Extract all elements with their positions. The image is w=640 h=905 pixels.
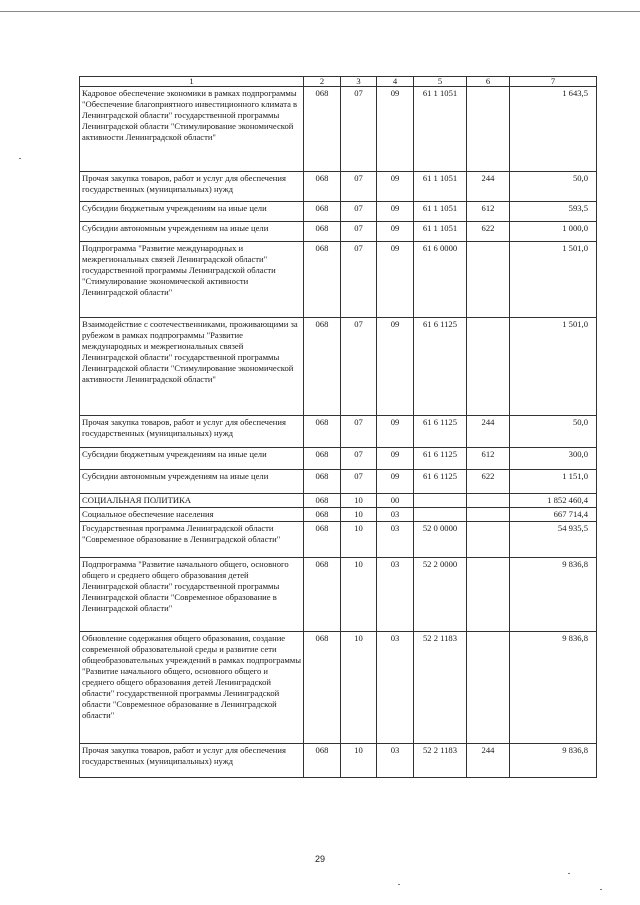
row-code-4: 09: [377, 172, 414, 202]
row-name: Социальное обеспечение населения: [80, 508, 304, 522]
row-code-2: 068: [304, 222, 341, 242]
row-name: Прочая закупка товаров, работ и услуг для обеспечения государственных (муниципальных) нужд: [80, 416, 304, 448]
row-code-2: 068: [304, 508, 341, 522]
row-amount: 1 151,0: [510, 470, 597, 494]
row-code-2: 068: [304, 202, 341, 222]
row-code-4: 09: [377, 318, 414, 416]
row-name: Обновление содержания общего образования, создание современной образовательной среды и развитие сети общеобразовательных учреждений в рамках подпрограммы "Развитие начального общего, основного общего и среднего общего образования детей Ленинградской области" государственной программы Ленинградской области "Современное образование в Ленинградской области": [80, 632, 304, 744]
row-code-6: 612: [467, 448, 510, 470]
row-code-3: 07: [341, 87, 377, 172]
top-rule: [0, 11, 640, 12]
row-code-2: 068: [304, 470, 341, 494]
row-code-6: [467, 242, 510, 318]
header-cell-5: 5: [414, 77, 467, 87]
header-cell-3: 3: [341, 77, 377, 87]
table-row: [80, 318, 597, 416]
row-code-4: 03: [377, 522, 414, 558]
row-amount: 9 836,8: [510, 558, 597, 632]
table-row: [80, 508, 597, 522]
row-name: Подпрограмма "Развитие международных и межрегиональных связей Ленинградской области" государственной программы Ленинградской области "Стимулирование экономической активности Ленинградской области": [80, 242, 304, 318]
row-name: Прочая закупка товаров, работ и услуг для обеспечения государственных (муниципальных) нужд: [80, 172, 304, 202]
row-code-4: 09: [377, 470, 414, 494]
row-amount: 50,0: [510, 416, 597, 448]
row-name: Подпрограмма "Развитие начального общего, основного общего и среднего общего образования детей Ленинградской области" государственной программы Ленинградской области "Современное образование в Ленинградской области": [80, 558, 304, 632]
row-code-3: 10: [341, 494, 377, 508]
row-amount: 9 836,8: [510, 744, 597, 778]
row-amount: 50,0: [510, 172, 597, 202]
table-row: [80, 470, 597, 494]
row-code-2: 068: [304, 522, 341, 558]
table-row: [80, 558, 597, 632]
row-code-6: [467, 494, 510, 508]
row-code-6: [467, 87, 510, 172]
header-cell-6: 6: [467, 77, 510, 87]
row-code-3: 07: [341, 222, 377, 242]
row-code-4: 09: [377, 87, 414, 172]
header-row: [80, 77, 597, 87]
row-code-4: 09: [377, 242, 414, 318]
scan-speck: [398, 884, 400, 885]
row-code-6: 244: [467, 744, 510, 778]
row-code-6: [467, 508, 510, 522]
row-code-5: 52 2 1183: [414, 744, 467, 778]
row-amount: 1 852 460,4: [510, 494, 597, 508]
row-code-6: [467, 318, 510, 416]
header-cell-2: 2: [304, 77, 341, 87]
row-code-2: 068: [304, 744, 341, 778]
row-code-6: 244: [467, 172, 510, 202]
row-code-6: [467, 632, 510, 744]
row-code-2: 068: [304, 242, 341, 318]
row-amount: 9 836,8: [510, 632, 597, 744]
row-name: Взаимодействие с соотечественниками, проживающими за рубежом в рамках подпрограммы "Развитие международных и межрегиональных связей Ленинградской области" государственной программы Ленинградской области "Стимулирование экономической активности Ленинградской области": [80, 318, 304, 416]
table-row: [80, 416, 597, 448]
row-code-5: 52 2 0000: [414, 558, 467, 632]
row-code-6: [467, 558, 510, 632]
row-code-5: 61 1 1051: [414, 87, 467, 172]
row-code-6: 622: [467, 470, 510, 494]
row-code-5: 61 6 1125: [414, 470, 467, 494]
row-code-3: 07: [341, 448, 377, 470]
row-code-6: [467, 522, 510, 558]
row-code-3: 07: [341, 242, 377, 318]
budget-table-wrap: [79, 76, 596, 778]
row-code-3: 10: [341, 508, 377, 522]
row-code-6: 612: [467, 202, 510, 222]
row-code-5: 61 1 1051: [414, 202, 467, 222]
budget-table: [79, 76, 597, 778]
scan-speck: [600, 889, 602, 890]
row-amount: 300,0: [510, 448, 597, 470]
table-row: [80, 242, 597, 318]
header-cell-7: 7: [510, 77, 597, 87]
scan-speck: [568, 873, 570, 874]
row-code-4: 03: [377, 508, 414, 522]
row-name: Государственная программа Ленинградской области "Современное образование в Ленинградской области": [80, 522, 304, 558]
row-name: Субсидии автономным учреждениям на иные цели: [80, 222, 304, 242]
row-code-5: 61 1 1051: [414, 172, 467, 202]
row-code-5: 61 6 1125: [414, 448, 467, 470]
row-code-3: 07: [341, 318, 377, 416]
row-name: Субсидии автономным учреждениям на иные цели: [80, 470, 304, 494]
row-code-5: 61 6 1125: [414, 416, 467, 448]
row-code-2: 068: [304, 494, 341, 508]
row-amount: 1 643,5: [510, 87, 597, 172]
row-code-4: 09: [377, 222, 414, 242]
row-code-3: 07: [341, 172, 377, 202]
row-amount: 1 501,0: [510, 242, 597, 318]
row-code-4: 03: [377, 558, 414, 632]
row-code-2: 068: [304, 172, 341, 202]
row-code-5: 61 6 1125: [414, 318, 467, 416]
row-code-4: 03: [377, 744, 414, 778]
row-code-5: 61 1 1051: [414, 222, 467, 242]
row-code-3: 10: [341, 744, 377, 778]
row-code-5: 52 0 0000: [414, 522, 467, 558]
row-amount: 1 000,0: [510, 222, 597, 242]
row-name: Прочая закупка товаров, работ и услуг для обеспечения государственных (муниципальных) нужд: [80, 744, 304, 778]
row-code-5: [414, 508, 467, 522]
table-row: [80, 202, 597, 222]
header-cell-1: 1: [80, 77, 304, 87]
row-amount: 667 714,4: [510, 508, 597, 522]
table-row: [80, 744, 597, 778]
table-row: [80, 222, 597, 242]
row-code-5: 52 2 1183: [414, 632, 467, 744]
row-code-6: 244: [467, 416, 510, 448]
table-row: [80, 632, 597, 744]
row-code-4: 03: [377, 632, 414, 744]
table-row: [80, 172, 597, 202]
row-code-2: 068: [304, 87, 341, 172]
row-code-4: 00: [377, 494, 414, 508]
row-amount: 593,5: [510, 202, 597, 222]
row-name: Кадровое обеспечение экономики в рамках подпрограммы "Обеспечение благоприятного инвестиционного климата в Ленинградской области" государственной программы Ленинградской области "Стимулирование экономической активности Ленинградской области": [80, 87, 304, 172]
row-code-3: 07: [341, 202, 377, 222]
row-code-3: 10: [341, 558, 377, 632]
page-number: 29: [314, 854, 325, 864]
row-name: СОЦИАЛЬНАЯ ПОЛИТИКА: [80, 494, 304, 508]
row-code-3: 10: [341, 522, 377, 558]
scan-speck: [19, 158, 21, 159]
table-row: [80, 494, 597, 508]
row-code-4: 09: [377, 202, 414, 222]
row-name: Субсидии бюджетным учреждениям на иные цели: [80, 202, 304, 222]
row-code-4: 09: [377, 448, 414, 470]
row-code-2: 068: [304, 558, 341, 632]
row-code-4: 09: [377, 416, 414, 448]
row-code-3: 07: [341, 416, 377, 448]
row-code-2: 068: [304, 318, 341, 416]
header-cell-4: 4: [377, 77, 414, 87]
table-row: [80, 87, 597, 172]
row-code-5: [414, 494, 467, 508]
row-code-2: 068: [304, 448, 341, 470]
row-code-3: 07: [341, 470, 377, 494]
row-name: Субсидии бюджетным учреждениям на иные цели: [80, 448, 304, 470]
row-amount: 54 935,5: [510, 522, 597, 558]
table-row: [80, 522, 597, 558]
row-code-2: 068: [304, 632, 341, 744]
row-amount: 1 501,0: [510, 318, 597, 416]
row-code-6: 622: [467, 222, 510, 242]
row-code-3: 10: [341, 632, 377, 744]
table-row: [80, 448, 597, 470]
row-code-2: 068: [304, 416, 341, 448]
row-code-5: 61 6 0000: [414, 242, 467, 318]
